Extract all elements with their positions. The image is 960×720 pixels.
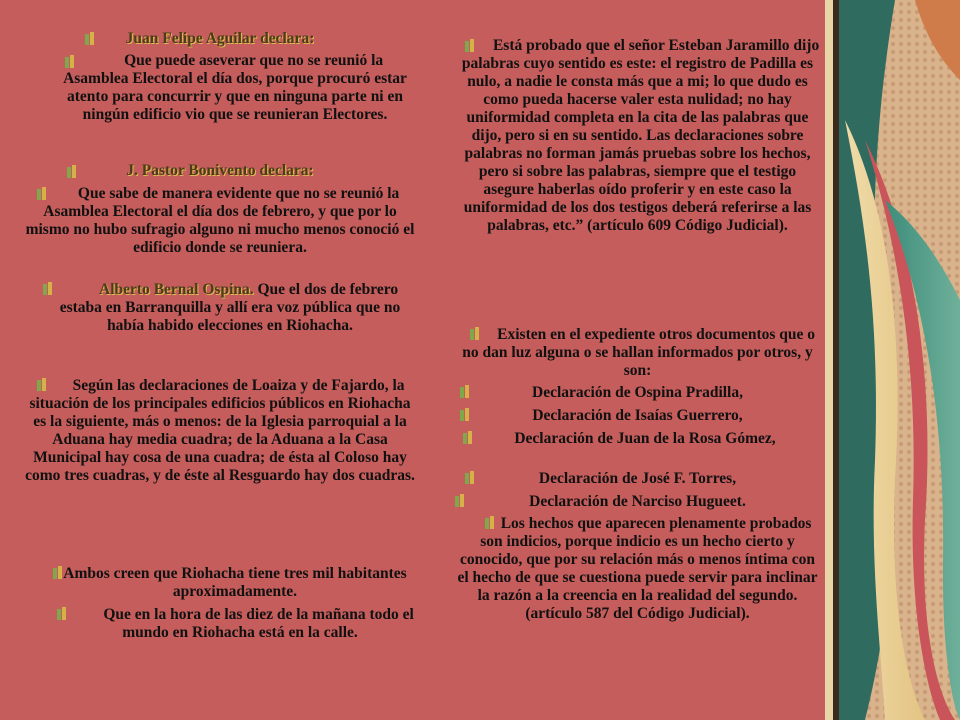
declarant-heading-bonivento: J. Pastor Bonivento declara: bbox=[126, 162, 314, 179]
declarant-name-bernal: Alberto Bernal Ospina. bbox=[99, 281, 254, 298]
paragraph-population: Ambos creen que Riohacha tiene tres mil habitantes aproximadamente. bbox=[63, 565, 407, 600]
paragraph-aguilar: Que puede aseverar que no se reunió la Asamblea Electoral el día dos, porque procuró estar atento para concurrir y que en ninguna parte ni en ningún edificio vio que se reunieran Electores. bbox=[63, 52, 407, 123]
declarant-heading-aguilar: Juan Felipe Aguilar declara: bbox=[125, 30, 315, 47]
list-item-ospina: Declaración de Ospina Pradilla, bbox=[532, 384, 743, 401]
paragraph-bernal-ospina: Alberto Bernal Ospina. Que el dos de febrero estaba en Barranquilla y allí era voz pública que no había habido elecciones en Riohacha. bbox=[59, 281, 401, 334]
list-item-guerrero: Declaración de Isaías Guerrero, bbox=[532, 407, 743, 424]
list-item-hugueet: Declaración de Narciso Hugueet. bbox=[529, 493, 746, 510]
paragraph-indicios: Los hechos que aparecen plenamente probados son indicios, porque indicio es un hecho cierto y conocido, que por su relación más o menos íntima con el hecho de que se cuestiona puede servir para inclinar la razón a la creencia en la realidad del segundo. (artículo 587 del Código Judicial). bbox=[457, 515, 818, 622]
paragraph-loaiza-fajardo: Según las declaraciones de Loaiza y de Fajardo, la situación de los principales edificios públicos en Riohacha es la siguiente, más o menos: de la Iglesia parroquial a la Aduana hay media cuadra; de la Aduana a la Casa Municipal hay cosa de una cuadra; de ésta al Coloso hay como tres cuadras, y de éste al Resguardo hay dos cuadras. bbox=[25, 377, 415, 484]
decorative-panel bbox=[825, 0, 960, 720]
list-item-rosa-gomez: Declaración de Juan de la Rosa Gómez, bbox=[514, 430, 776, 447]
list-item-torres: Declaración de José F. Torres, bbox=[538, 470, 737, 487]
paragraph-documentos: Existen en el expediente otros documentos que o no dan luz alguna o se hallan informados por otros, y son: bbox=[462, 326, 816, 379]
paragraph-street: Que en la hora de las diez de la mañana todo el mundo en Riohacha está en la calle. bbox=[103, 606, 414, 641]
bullet-icon bbox=[463, 431, 473, 445]
paragraph-jaramillo: Está probado que el señor Esteban Jaramillo dijo palabras cuyo sentido es este: el registro de Padilla es nulo, a nadie le consta más que a mi; lo que dudo es como pueda hacerse valer esta nulidad; no hay uniformidad completa en la cita de las palabras que dijo, pero si en su sentido. Las declaraciones sobre palabras no forman jamás pruebas sobre los hechos, pero si sobre las palabras, siempre que el testigo asegure haberlas oído proferir y en este caso la uniformidad de los dos testigos deberá referirse a las palabras, etc.” (artículo 609 Código Judicial). bbox=[461, 37, 820, 234]
paragraph-bonivento: Que sabe de manera evidente que no se reunió la Asamblea Electoral el día dos de febrero, y que por lo mismo no hubo sufragio alguno ni mucho menos conoció el edificio donde se reuniera. bbox=[25, 185, 415, 256]
